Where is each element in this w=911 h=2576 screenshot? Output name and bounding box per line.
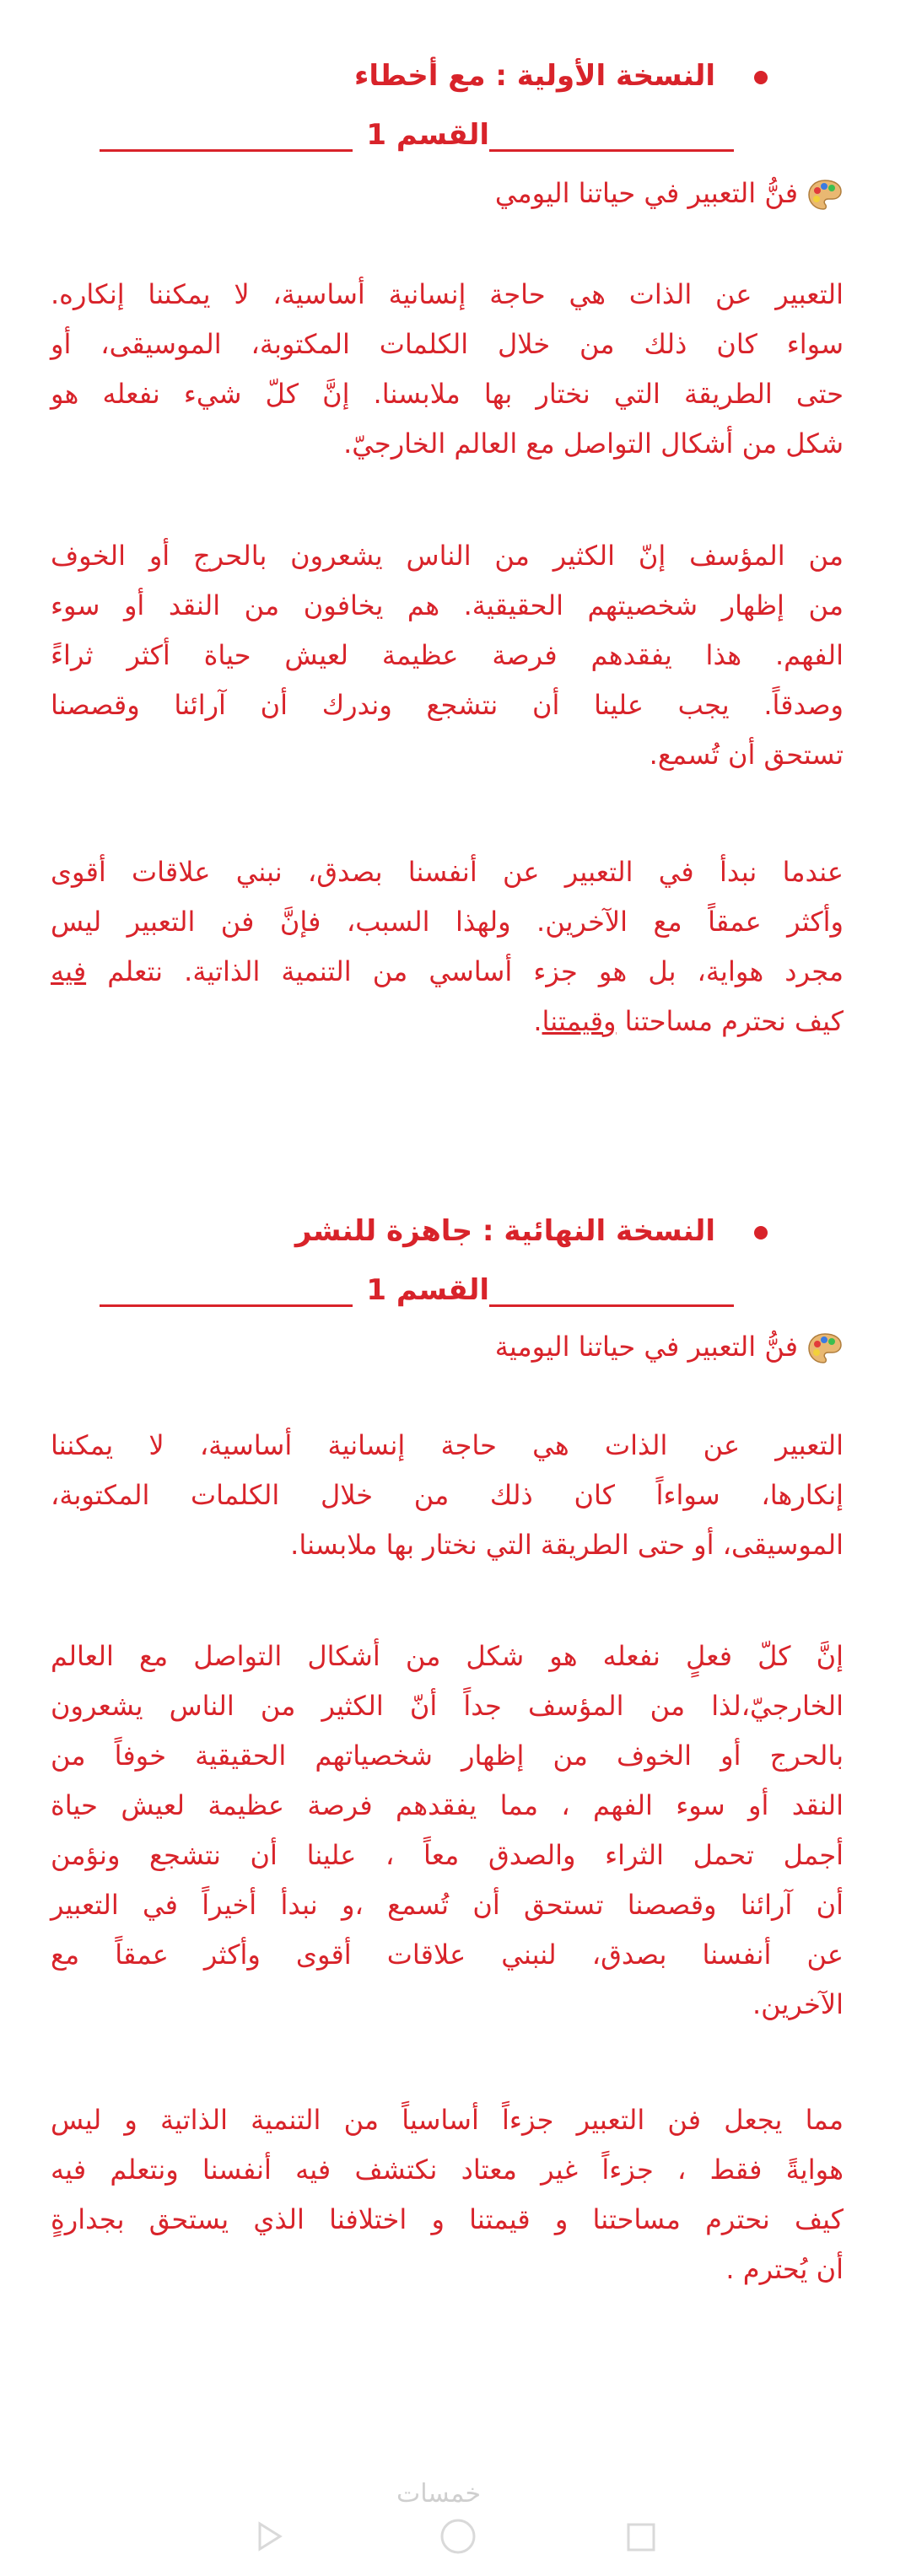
text-line: الآخرين. <box>752 1988 844 2020</box>
text-line: حتى الطريقة التي نختار بها ملابسنا. إنَّ كلّ شيء نفعله هو <box>51 378 844 410</box>
final-heading: النسخة النهائية : جاهزة للنشر <box>295 1214 768 1248</box>
text-line: تستحق أن تُسمع. <box>649 739 844 771</box>
text-line: كيف نحترم مساحتنا و قيمتنا و اختلافنا الذي يستحق بجدارةٍ <box>51 2203 844 2235</box>
text-line: من المؤسف إنّ الكثير من الناس يشعرون بالحرج أو الخوف <box>51 540 844 572</box>
palette-icon <box>806 1331 844 1365</box>
section-label: القسم 1 <box>366 1273 489 1307</box>
text-line: التعبير عن الذات هي حاجة إنسانية أساسية، لا يمكننا إنكاره. <box>51 278 844 310</box>
underline-rule <box>489 121 734 152</box>
text-line: إنَّ كلّ فعلٍ نفعله هو شكل من أشكال التواصل مع العالم <box>51 1640 844 1672</box>
text-line: مما يجعل فن التعبير جزءاً أساسياً من التنمية الذاتية و ليس <box>51 2104 844 2136</box>
text-line: إنكارها، سواءاً كان ذلك من خلال الكلمات المكتوبة، <box>51 1479 844 1511</box>
home-icon[interactable] <box>439 2517 477 2559</box>
text-line: الموسيقى، أو حتى الطريقة التي نختار بها ملابسنا. <box>290 1529 844 1561</box>
text-line: أن آرائنا وقصصنا تستحق أن تُسمع ،و نبدأ أخيراً في التعبير <box>51 1889 844 1921</box>
underlined-word: فيه <box>51 955 87 987</box>
palette-icon <box>806 178 844 212</box>
text-line: التعبير عن الذات هي حاجة إنسانية أساسية، لا يمكننا <box>51 1429 844 1461</box>
underline-rule <box>100 121 353 152</box>
final-paragraph-1 <box>51 1421 844 1570</box>
bullet-icon <box>754 1226 768 1240</box>
underline-rule <box>100 1276 353 1307</box>
text-line: عندما نبدأ في التعبير عن أنفسنا بصدق، نبني علاقات أقوى <box>51 856 844 888</box>
text-line: النقد أو سوء الفهم ، مما يفقدهم فرصة عظيمة لعيش حياة <box>51 1789 844 1821</box>
draft-paragraph-1 <box>51 270 844 469</box>
text-line: كيف نحترم مساحتنا وقيمتنا. <box>533 1005 844 1037</box>
text-line: سواء كان ذلك من خلال الكلمات المكتوبة، الموسيقى، أو <box>51 328 844 360</box>
text-line: شكل من أشكال التواصل مع العالم الخارجيّ. <box>343 428 844 460</box>
draft-heading: النسخة الأولية : مع أخطاء <box>354 59 768 93</box>
final-paragraph-3 <box>51 2095 844 2294</box>
underlined-word: وقيمتنا <box>542 1005 617 1037</box>
text-line: أن يُحترم . <box>725 2253 844 2285</box>
recent-apps-icon[interactable] <box>626 2522 656 2556</box>
text-line: الخارجيّ،لذا من المؤسف جداً أنّ الكثير من الناس يشعرون <box>51 1690 844 1722</box>
text-line: عن أنفسنا بصدق، لنبني علاقات أقوى وأكثر عمقاً مع <box>51 1939 844 1971</box>
final-paragraph-2 <box>51 1632 844 2030</box>
text-line: مجرد هواية، بل هو جزء أساسي من التنمية الذاتية. نتعلم فيه <box>51 955 844 987</box>
watermark: خمسات <box>396 2479 482 2509</box>
draft-paragraph-2 <box>51 531 844 780</box>
draft-subtitle: فنُّ التعبير في حياتنا اليومي <box>495 177 844 212</box>
final-subtitle: فنُّ التعبير في حياتنا اليومية <box>495 1331 844 1365</box>
section-label: القسم 1 <box>366 118 489 152</box>
text-line: وصدقاً. يجب علينا أن نتشجع وندرك أن آرائنا وقصصنا <box>51 689 844 721</box>
underline-rule <box>489 1276 734 1307</box>
draft-section-label-line <box>100 118 734 152</box>
text-line: من إظهار شخصيتهم الحقيقية. هم يخافون من النقد أو سوء <box>51 589 844 621</box>
text-line: أجمل تحمل الثراء والصدق معاً ، علينا أن نتشجع ونؤمن <box>51 1839 844 1871</box>
text-line: هوايةً فقط ، جزءاً غير معتاد نكتشف فيه أنفسنا ونتعلم فيه <box>51 2154 844 2186</box>
final-section-label-line <box>100 1273 734 1307</box>
back-icon[interactable] <box>253 2520 285 2556</box>
text-line: وأكثر عمقاً مع الآخرين. ولهذا السبب، فإنَّ فن التعبير ليس <box>51 906 844 938</box>
bullet-icon <box>754 71 768 84</box>
draft-paragraph-3 <box>51 847 844 1046</box>
system-navigation-bar <box>0 2483 911 2576</box>
text-line: بالحرج أو الخوف من إظهار شخصياتهم الحقيقية خوفاً من <box>51 1740 844 1772</box>
text-line: الفهم. هذا يفقدهم فرصة عظيمة لعيش حياة أكثر ثراءً <box>51 639 844 671</box>
